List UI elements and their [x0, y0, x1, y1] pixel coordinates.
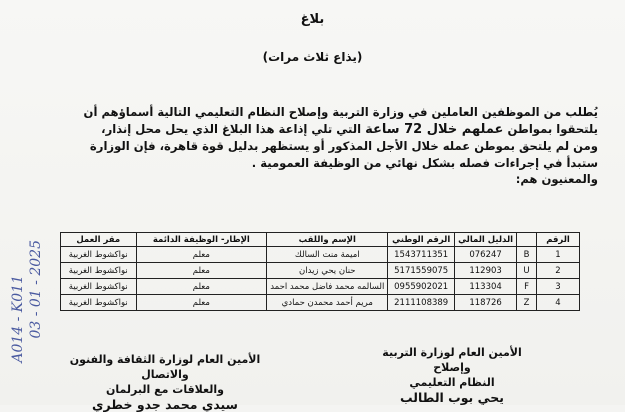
signature-title-line-1: الأمين العام لوزارة التربية وإصلاح [382, 346, 522, 374]
signatory-name: يحي بوب الطالب [400, 390, 504, 405]
cell-national-id: 5171559075 [388, 263, 455, 279]
body-line-2-start: يلتحقوا بمواطن [503, 121, 598, 136]
cell-financial-id: 076247 [455, 247, 517, 263]
table-header-row [61, 233, 580, 247]
cell-national-id: 0955902021 [388, 279, 455, 295]
header-national-id: الرقم الوطني [388, 233, 455, 247]
cell-workplace: نواكشوط الغربية [61, 279, 137, 295]
table-row [61, 247, 580, 263]
cell-role: معلم [136, 263, 267, 279]
body-line-2 [58, 121, 598, 139]
cell-national-id: 1543711351 [388, 247, 455, 263]
header-num: الرقم [537, 233, 580, 247]
cell-workplace: نواكشوط الغربية [61, 295, 137, 311]
cell-letter: F [517, 279, 537, 295]
cell-name: اميمة منت السالك [267, 247, 388, 263]
handwritten-date: 03 - 01 - 2025 [28, 240, 44, 339]
body-line-4: ستبدأ في إجراءات فصله بشكل نهائي من الوظيفة العمومية . [251, 155, 598, 170]
cell-name: حنان يحي زيدان [267, 263, 388, 279]
cell-workplace: نواكشوط الغربية [61, 263, 137, 279]
signature-title-line-1: الأمين العام لوزارة الثقافة والفنون والاتصال [69, 353, 261, 381]
staff-table [60, 232, 580, 311]
body-line-5: والمعنيون هم: [515, 172, 598, 186]
cell-role: معلم [136, 295, 267, 311]
handwritten-annotation [8, 120, 48, 363]
table-row [61, 295, 580, 311]
notice-body [58, 104, 598, 188]
cell-letter: U [517, 263, 537, 279]
cell-num: 1 [537, 247, 580, 263]
signature-block-culture [50, 352, 280, 412]
deadline-emphasis: عملهم خلال 72 ساعة [365, 121, 504, 137]
cell-letter: Z [517, 295, 537, 311]
body-line-2-end: التي تلي إذاعة هذا البلاغ الذي يحل محل إنذار، [101, 121, 366, 136]
cell-role: معلم [136, 279, 267, 295]
cell-national-id: 2111108389 [388, 295, 455, 311]
cell-financial-id: 118726 [455, 295, 517, 311]
cell-num: 3 [537, 279, 580, 295]
cell-num: 4 [537, 295, 580, 311]
header-letter [517, 233, 537, 247]
header-name: الإسم واللقب [267, 233, 388, 247]
cell-role: معلم [136, 247, 267, 263]
header-role: الإطار- الوظيفة الدائمة [136, 233, 267, 247]
cell-financial-id: 113304 [455, 279, 517, 295]
cell-num: 2 [537, 263, 580, 279]
header-workplace: مقر العمل [61, 233, 137, 247]
cell-workplace: نواكشوط الغربية [61, 247, 137, 263]
signatory-name: سيدي محمد جدو خطري [92, 397, 238, 412]
cell-name: السالمه محمد فاضل محمد احمد [267, 279, 388, 295]
signature-block-education [367, 345, 537, 405]
header-financial-id: الدليل المالي [455, 233, 517, 247]
cell-letter: B [517, 247, 537, 263]
table-row [61, 263, 580, 279]
document-subtitle: (يذاع ثلاث مرات) [262, 50, 363, 64]
body-line-1: يُطلب من الموظفين العاملين في وزارة التربية وإصلاح النظام التعليمي التالية أسماؤهم أن [83, 105, 598, 119]
cell-financial-id: 112903 [455, 263, 517, 279]
cell-name: مريم أحمد محمدن حمادي [267, 295, 388, 311]
table-row [61, 279, 580, 295]
document-title: بلاغ [300, 12, 325, 27]
signature-title-line-2: النظام التعليمي [409, 376, 495, 389]
signature-title-line-2: والعلاقات مع البرلمان [106, 383, 224, 396]
handwritten-reference: A014 - K011 [10, 275, 26, 363]
body-line-3: ومن لم يلتحق بموطن عمله خلال الأجل المذكور أو يستظهر بدليل قوة قاهرة، فإن الوزارة [89, 139, 598, 153]
